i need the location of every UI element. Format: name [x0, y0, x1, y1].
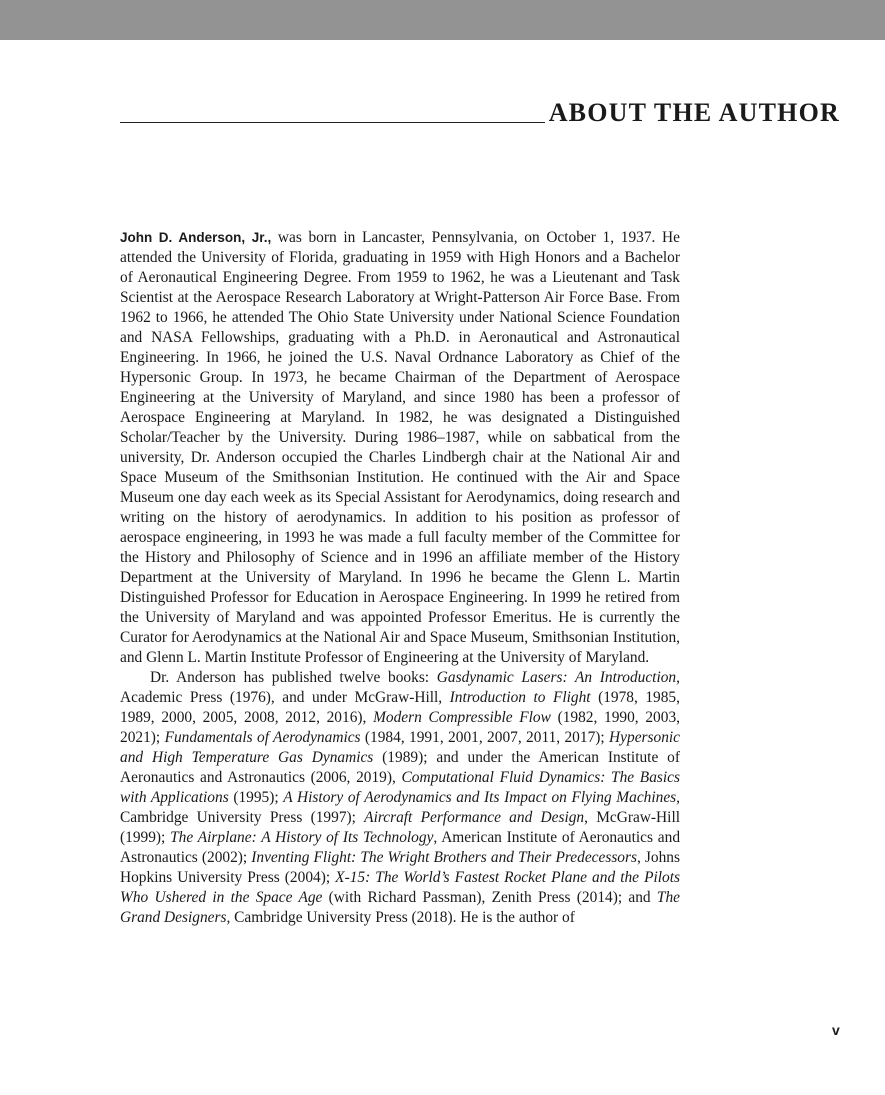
- book-title: Fundamentals of Aerodynamics: [164, 729, 361, 746]
- text-run: Dr. Anderson has published twelve books:: [150, 669, 437, 686]
- book-title: Introduction to Flight: [449, 689, 591, 706]
- text-run: (1978, 1985, 1989, 2000, 2005, 2008, 2012, 2016),: [120, 689, 680, 726]
- book-title: Inventing Flight: The Wright Brothers and Their Predecessors: [251, 849, 637, 866]
- text-run: , American Institute of Aeronautics and Astronautics (2002);: [120, 829, 681, 866]
- book-title: Aircraft Performance and Design: [364, 809, 585, 826]
- book-title: Gasdynamic Lasers: An Introduction: [436, 669, 677, 686]
- book-title: Computational Fluid Dynamics: The Basics with Applications: [120, 769, 680, 806]
- page-title: ABOUT THE AUTHOR: [545, 96, 840, 130]
- text-run: Cambridge University Press (1997);: [120, 809, 365, 826]
- body-text: [120, 228, 680, 928]
- text-run: , McGraw-Hill (1999);: [120, 809, 680, 846]
- book-title: Hypersonic and High Temperature Gas Dynamics: [120, 729, 680, 766]
- text-run: (with Richard Passman), Zenith Press (2014); and: [322, 889, 657, 906]
- page-number: v: [832, 1022, 840, 1038]
- text-run: (1995);: [228, 789, 284, 806]
- text-run: (1984, 1991, 2001, 2007, 2011, 2017);: [360, 729, 610, 746]
- text-run: , Johns Hopkins University Press (2004);: [120, 849, 680, 886]
- top-bar: [0, 0, 885, 40]
- text-run: , Academic Press (1976), and under McGraw-Hill,: [120, 669, 680, 706]
- author-name: John D. Anderson, Jr.,: [120, 230, 272, 245]
- text-run: (1989); and under the American Institute of Aeronautics and Astronautics (2006, 2019),: [120, 749, 680, 786]
- bio-paragraph-1: [120, 228, 680, 668]
- book-title: A History of Aerodynamics and Its Impact on Flying Machines,: [283, 789, 680, 806]
- text-run: (1982, 1990, 2003, 2021);: [120, 709, 680, 746]
- book-title: The Grand Designers,: [120, 889, 681, 926]
- bio-text: was born in Lancaster, Pennsylvania, on October 1, 1937. He attended the University of Florida, graduating in 1959 with High Honors and a Bachelor of Aeronautical Engineering Degree. From 1959 to 1962, he was a Lieutenant and Task Scientist at the Aerospace Research Laboratory at Wright-Patterson Air Force Base. From 1962 to 1966, he attended The Ohio State University under National Science Foundation and NASA Fellowships, graduating with a Ph.D. in Aeronautical and Astronautical Engineering. In 1966, he joined the U.S. Naval Ordnance Laboratory as Chief of the Hypersonic Group. In 1973, he became Chairman of the Department of Aerospace Engineering at the University of Maryland, and since 1980 has been a professor of Aerospace Engineering at Maryland. In 1982, he was designated a Distinguished Scholar/Teacher by the University. During 1986–1987, while on sabbatical from the university, Dr. Anderson occupied the Charles Lindbergh chair at the National Air and Space Museum of the Smithsonian Institution. He continued with the Air and Space Museum one day each week as its Special Assistant for Aerodynamics, doing research and writing on the history of aerodynamics. In addition to his position as professor of aerospace engineering, in 1993 he was made a full faculty member of the Committee for the History and Philosophy of Science and in 1996 an affiliate member of the History Department at the University of Maryland. In 1996 he became the Glenn L. Martin Distinguished Professor for Education in Aerospace Engineering. In 1999 he retired from the University of Maryland and was appointed Professor Emeritus. He is currently the Curator for Aerodynamics at the National Air and Space Museum, Smithsonian Institution, and Glenn L. Martin Institute Professor of Engineering at the University of Maryland.: [120, 229, 680, 666]
- text-run: Cambridge University Press (2018). He is the author of: [230, 909, 575, 926]
- book-title: The Airplane: A History of Its Technology: [170, 829, 434, 846]
- book-title: Modern Compressible Flow: [373, 709, 551, 726]
- bio-paragraph-2: [120, 668, 680, 928]
- book-title: X-15: The World’s Fastest Rocket Plane and the Pilots Who Ushered in the Space Age: [120, 869, 680, 906]
